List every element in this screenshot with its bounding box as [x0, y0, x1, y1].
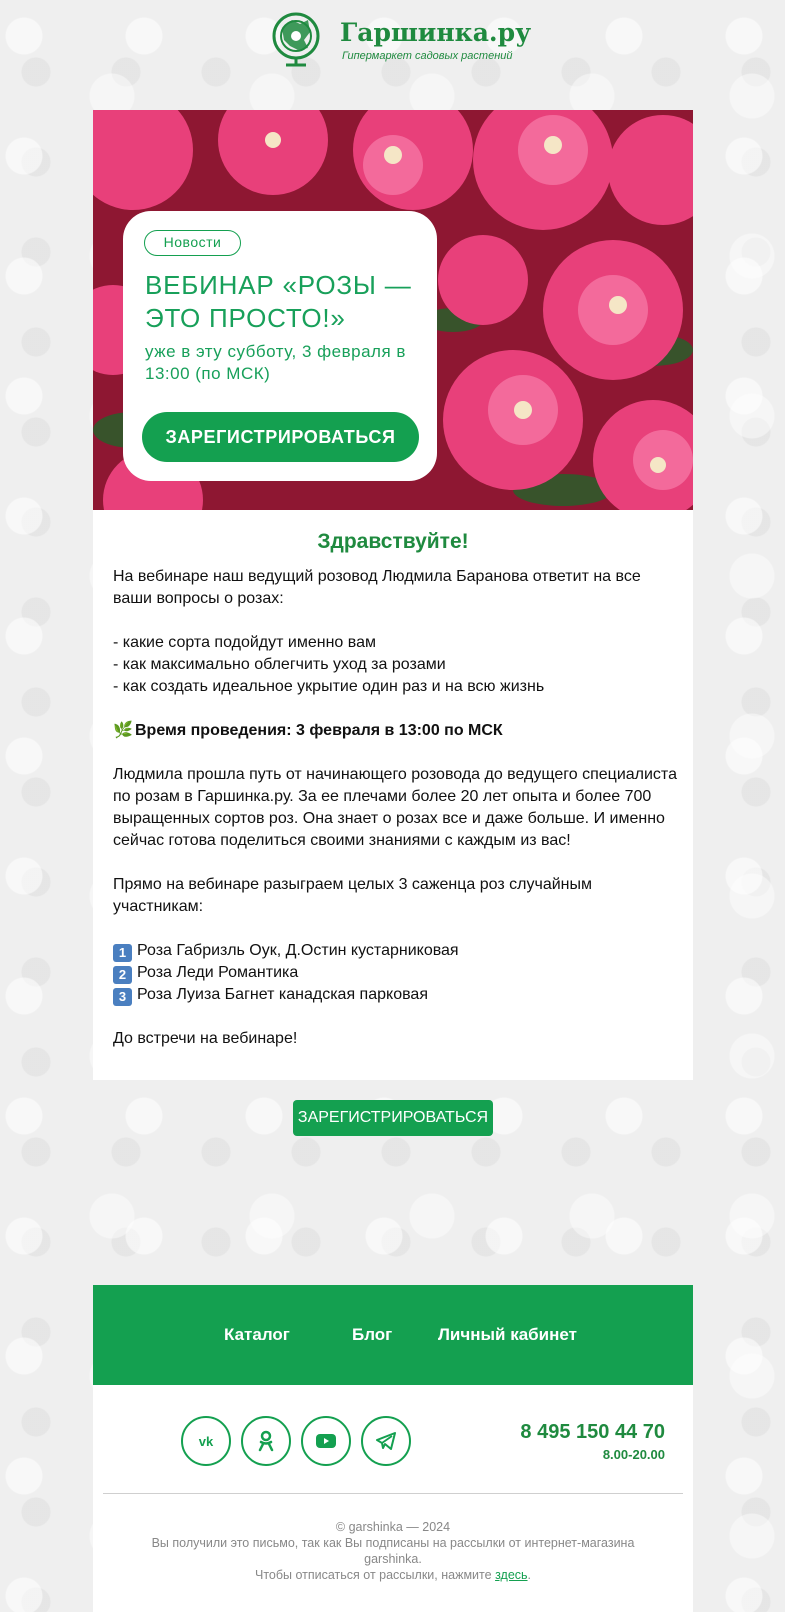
prize-text: Роза Габризль Оук, Д.Остин кустарниковая	[137, 942, 459, 959]
odnoklassniki-link[interactable]	[241, 1416, 291, 1466]
time-line	[113, 720, 678, 742]
prize-item	[113, 962, 678, 984]
register-button[interactable]: ЗАРЕГИСТРИРОВАТЬСЯ	[293, 1100, 493, 1136]
greeting-heading: Здравствуйте!	[317, 530, 469, 553]
telegram-icon	[374, 1429, 398, 1453]
giveaway-paragraph: Прямо на вебинаре разыграем целых 3 саженца роз случайным участникам:	[113, 876, 593, 915]
logo[interactable]	[270, 10, 530, 70]
topic-item: - как создать идеальное укрытие один раз и на всю жизнь	[113, 678, 545, 695]
odnoklassniki-icon	[254, 1429, 278, 1453]
number-one-icon: 1	[113, 944, 132, 962]
unsubscribe-text: Чтобы отписаться от рассылки, нажмите	[254, 1568, 492, 1582]
news-badge: Новости	[144, 230, 241, 256]
webinar-title: ВЕБИНАР «РОЗЫ — ЭТО ПРОСТО!»	[145, 270, 412, 333]
header	[0, 0, 785, 78]
globe-logo-icon	[270, 10, 326, 68]
hero-banner	[93, 110, 693, 510]
announcement-card	[123, 211, 437, 481]
prize-text: Роза Луиза Багнет канадская парковая	[137, 986, 428, 1003]
leaf-icon: 🌿	[113, 722, 133, 739]
logo-tagline: Гипермаркет садовых растений	[342, 50, 513, 62]
youtube-icon	[314, 1429, 338, 1453]
nav-link-account[interactable]: Личный кабинет	[438, 1325, 577, 1344]
intro-paragraph: На вебинаре наш ведущий розовод Людмила Баранова ответит на все ваши вопросы о розах:	[113, 568, 641, 607]
subscription-note: Вы получили это письмо, так как Вы подписаны на рассылки от интернет-магазина garshinka.	[151, 1536, 635, 1566]
phone-number[interactable]: 8 495 150 44 70	[520, 1421, 665, 1443]
prize-item	[113, 984, 678, 1006]
unsubscribe-suffix: .	[527, 1568, 532, 1582]
vk-icon	[194, 1429, 218, 1453]
nav-link-blog[interactable]: Блог	[352, 1325, 393, 1344]
footer-nav	[93, 1285, 693, 1385]
unsubscribe-line	[133, 1567, 653, 1583]
nav-link-catalog[interactable]: Каталог	[224, 1325, 290, 1344]
logo-name: Гаршинка.ру	[340, 18, 532, 47]
register-button-hero[interactable]: ЗАРЕГИСТРИРОВАТЬСЯ	[142, 412, 419, 462]
svg-text:vk: vk	[198, 1434, 214, 1449]
body-text	[113, 566, 678, 1050]
footer-divider	[103, 1493, 683, 1494]
about-paragraph: Людмила прошла путь от начинающего розовода до ведущего специалиста по розам в Гаршинка.ру. За ее плечами более 20 лет опыта и более 700 выращенных сортов роз. Она знает о розах все и даже больше. И именно сейчас готова поделиться своими знаниями с каждым из вас!	[113, 766, 677, 849]
number-three-icon: 3	[113, 988, 132, 1006]
closing-line: До встречи на вебинаре!	[113, 1030, 298, 1047]
footer	[93, 1385, 693, 1612]
telegram-link[interactable]	[361, 1416, 411, 1466]
webinar-date: уже в эту субботу, 3 февраля в 13:00 (по МСК)	[145, 342, 406, 383]
topic-item: - какие сорта подойдут именно вам	[113, 634, 376, 651]
copyright: © garshinka — 2024	[335, 1520, 451, 1534]
legal-text	[133, 1519, 653, 1583]
time-text: Время проведения: 3 февраля в 13:00 по МСК	[135, 722, 503, 739]
email-body	[93, 510, 693, 1080]
number-two-icon: 2	[113, 966, 132, 984]
prize-text: Роза Леди Романтика	[137, 964, 299, 981]
vk-link[interactable]	[181, 1416, 231, 1466]
youtube-link[interactable]	[301, 1416, 351, 1466]
working-hours: 8.00-20.00	[602, 1447, 665, 1462]
unsubscribe-link[interactable]: здесь	[495, 1568, 528, 1582]
prize-item	[113, 940, 678, 962]
topic-item: - как максимально облегчить уход за розами	[113, 656, 446, 673]
